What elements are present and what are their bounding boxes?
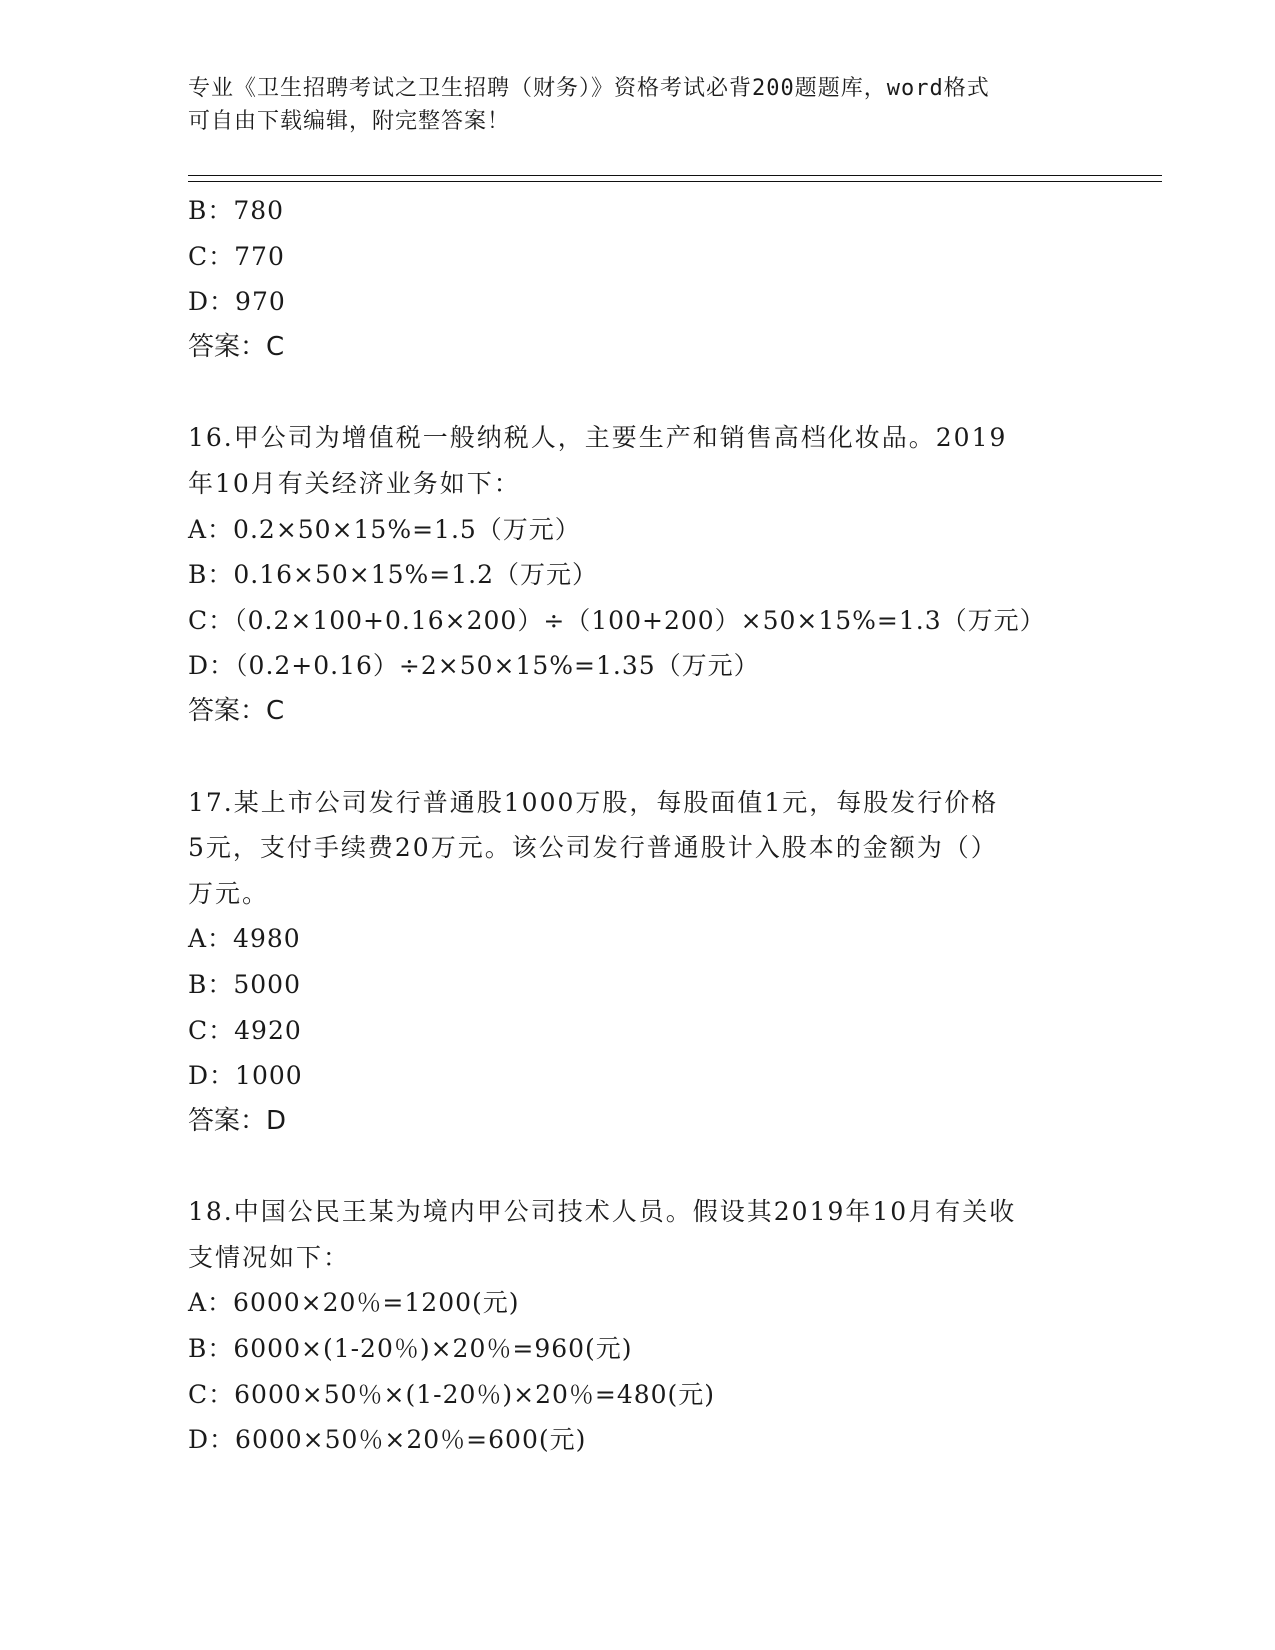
header-line-2: 可自由下载编辑，附完整答案！	[188, 109, 511, 134]
spacer	[188, 735, 1088, 780]
document-header	[188, 72, 1068, 138]
option-b: B：780	[188, 196, 285, 225]
question-stem: 17.某上市公司发行普通股1000万股，每股面值1元，每股发行价格	[188, 787, 999, 817]
option-a: A：6000×20％=1200(元)	[188, 1288, 520, 1318]
option-b: B：5000	[188, 969, 301, 999]
spacer	[188, 1144, 1088, 1189]
option-c: C：770	[188, 241, 285, 271]
option-d: D：970	[188, 287, 286, 317]
option-a: A：4980	[188, 924, 301, 954]
question-stem: 16.甲公司为增值税一般纳税人，主要生产和销售高档化妆品。2019	[188, 423, 1008, 453]
header-divider-bottom	[188, 181, 1162, 182]
answer: 答案：C	[188, 695, 285, 726]
option-b: B：0.16×50×15%=1.2（万元）	[188, 560, 599, 590]
answer: 答案：C	[188, 331, 285, 362]
option-c: C：（0.2×100+0.16×200）÷（100+200）×50×15%=1.3（万元）	[188, 605, 1046, 635]
answer: 答案：D	[188, 1105, 287, 1136]
question-17	[188, 780, 1088, 1145]
option-b: B：6000×(1-20％)×20％=960(元)	[188, 1334, 633, 1364]
spacer	[188, 370, 1088, 415]
question-18	[188, 1189, 1088, 1463]
option-d: D：（0.2+0.16）÷2×50×15%=1.35（万元）	[188, 651, 760, 681]
header-divider-top	[188, 175, 1162, 176]
header-line-1: 专业《卫生招聘考试之卫生招聘（财务）》资格考试必背200题题库，word格式	[188, 76, 990, 101]
question-15	[188, 188, 1088, 370]
option-c: C：6000×50％×(1-20％)×20％=480(元)	[188, 1379, 716, 1409]
question-stem: 5元，支付手续费20万元。该公司发行普通股计入股本的金额为（）	[188, 833, 998, 863]
question-stem: 18.中国公民王某为境内甲公司技术人员。假设其2019年10月有关收	[188, 1197, 1017, 1227]
question-stem: 支情况如下：	[188, 1242, 351, 1272]
option-c: C：4920	[188, 1015, 302, 1045]
question-stem: 万元。	[188, 878, 270, 908]
option-a: A：0.2×50×15%=1.5（万元）	[188, 514, 581, 544]
question-content	[188, 188, 1088, 1463]
option-d: D：1000	[188, 1061, 303, 1091]
option-d: D：6000×50％×20％=600(元)	[188, 1425, 587, 1455]
question-16	[188, 415, 1088, 734]
question-stem: 年10月有关经济业务如下：	[188, 468, 521, 498]
